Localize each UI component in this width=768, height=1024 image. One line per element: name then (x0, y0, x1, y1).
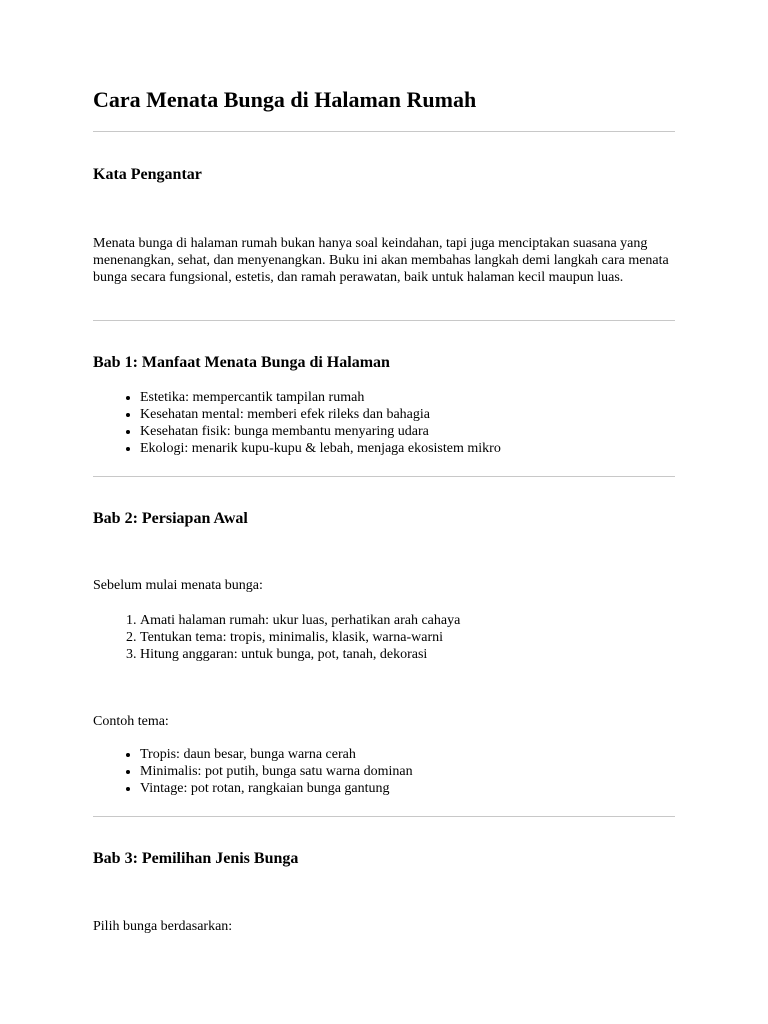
theme-examples-list (93, 746, 413, 797)
list-item: • Kesehatan fisik: bunga membantu menyaring udara (140, 423, 501, 440)
preparation-intro: Sebelum mulai menata bunga: (93, 578, 263, 593)
section-heading-kata-pengantar: Kata Pengantar (93, 166, 202, 183)
list-item: 2. Tentukan tema: tropis, minimalis, klasik, warna-warni (140, 629, 460, 646)
list-item: 3. Hitung anggaran: untuk bunga, pot, tanah, dekorasi (140, 646, 460, 663)
section-heading-bab-3: Bab 3: Pemilihan Jenis Bunga (93, 850, 299, 867)
document-title: Cara Menata Bunga di Halaman Rumah (93, 87, 477, 112)
divider (93, 320, 675, 321)
divider (93, 816, 675, 817)
intro-paragraph: Menata bunga di halaman rumah bukan hanya soal keindahan, tapi juga menciptakan suasana yang menenangkan, sehat, dan menyenangkan. Buku ini akan membahas langkah demi langkah cara menata bunga secara fungsional, estetis, dan ramah perawatan, baik untuk halaman kecil maupun luas. (93, 236, 669, 285)
divider (93, 476, 675, 477)
benefits-list (93, 389, 501, 457)
list-item: • Minimalis: pot putih, bunga satu warna dominan (140, 763, 413, 780)
flower-selection-intro: Pilih bunga berdasarkan: (93, 919, 233, 934)
list-item: • Estetika: mempercantik tampilan rumah (140, 389, 501, 406)
list-item: • Vintage: pot rotan, rangkaian bunga gantung (140, 780, 413, 797)
section-heading-bab-2: Bab 2: Persiapan Awal (93, 510, 248, 527)
divider (93, 131, 675, 132)
theme-examples-label: Contoh tema: (93, 714, 169, 729)
list-item: • Kesehatan mental: memberi efek rileks dan bahagia (140, 406, 501, 423)
section-heading-bab-1: Bab 1: Manfaat Menata Bunga di Halaman (93, 354, 390, 371)
list-item: 1. Amati halaman rumah: ukur luas, perhatikan arah cahaya (140, 612, 460, 629)
list-item: • Tropis: daun besar, bunga warna cerah (140, 746, 413, 763)
list-item: • Ekologi: menarik kupu-kupu & lebah, menjaga ekosistem mikro (140, 440, 501, 457)
preparation-steps-list (93, 612, 460, 663)
